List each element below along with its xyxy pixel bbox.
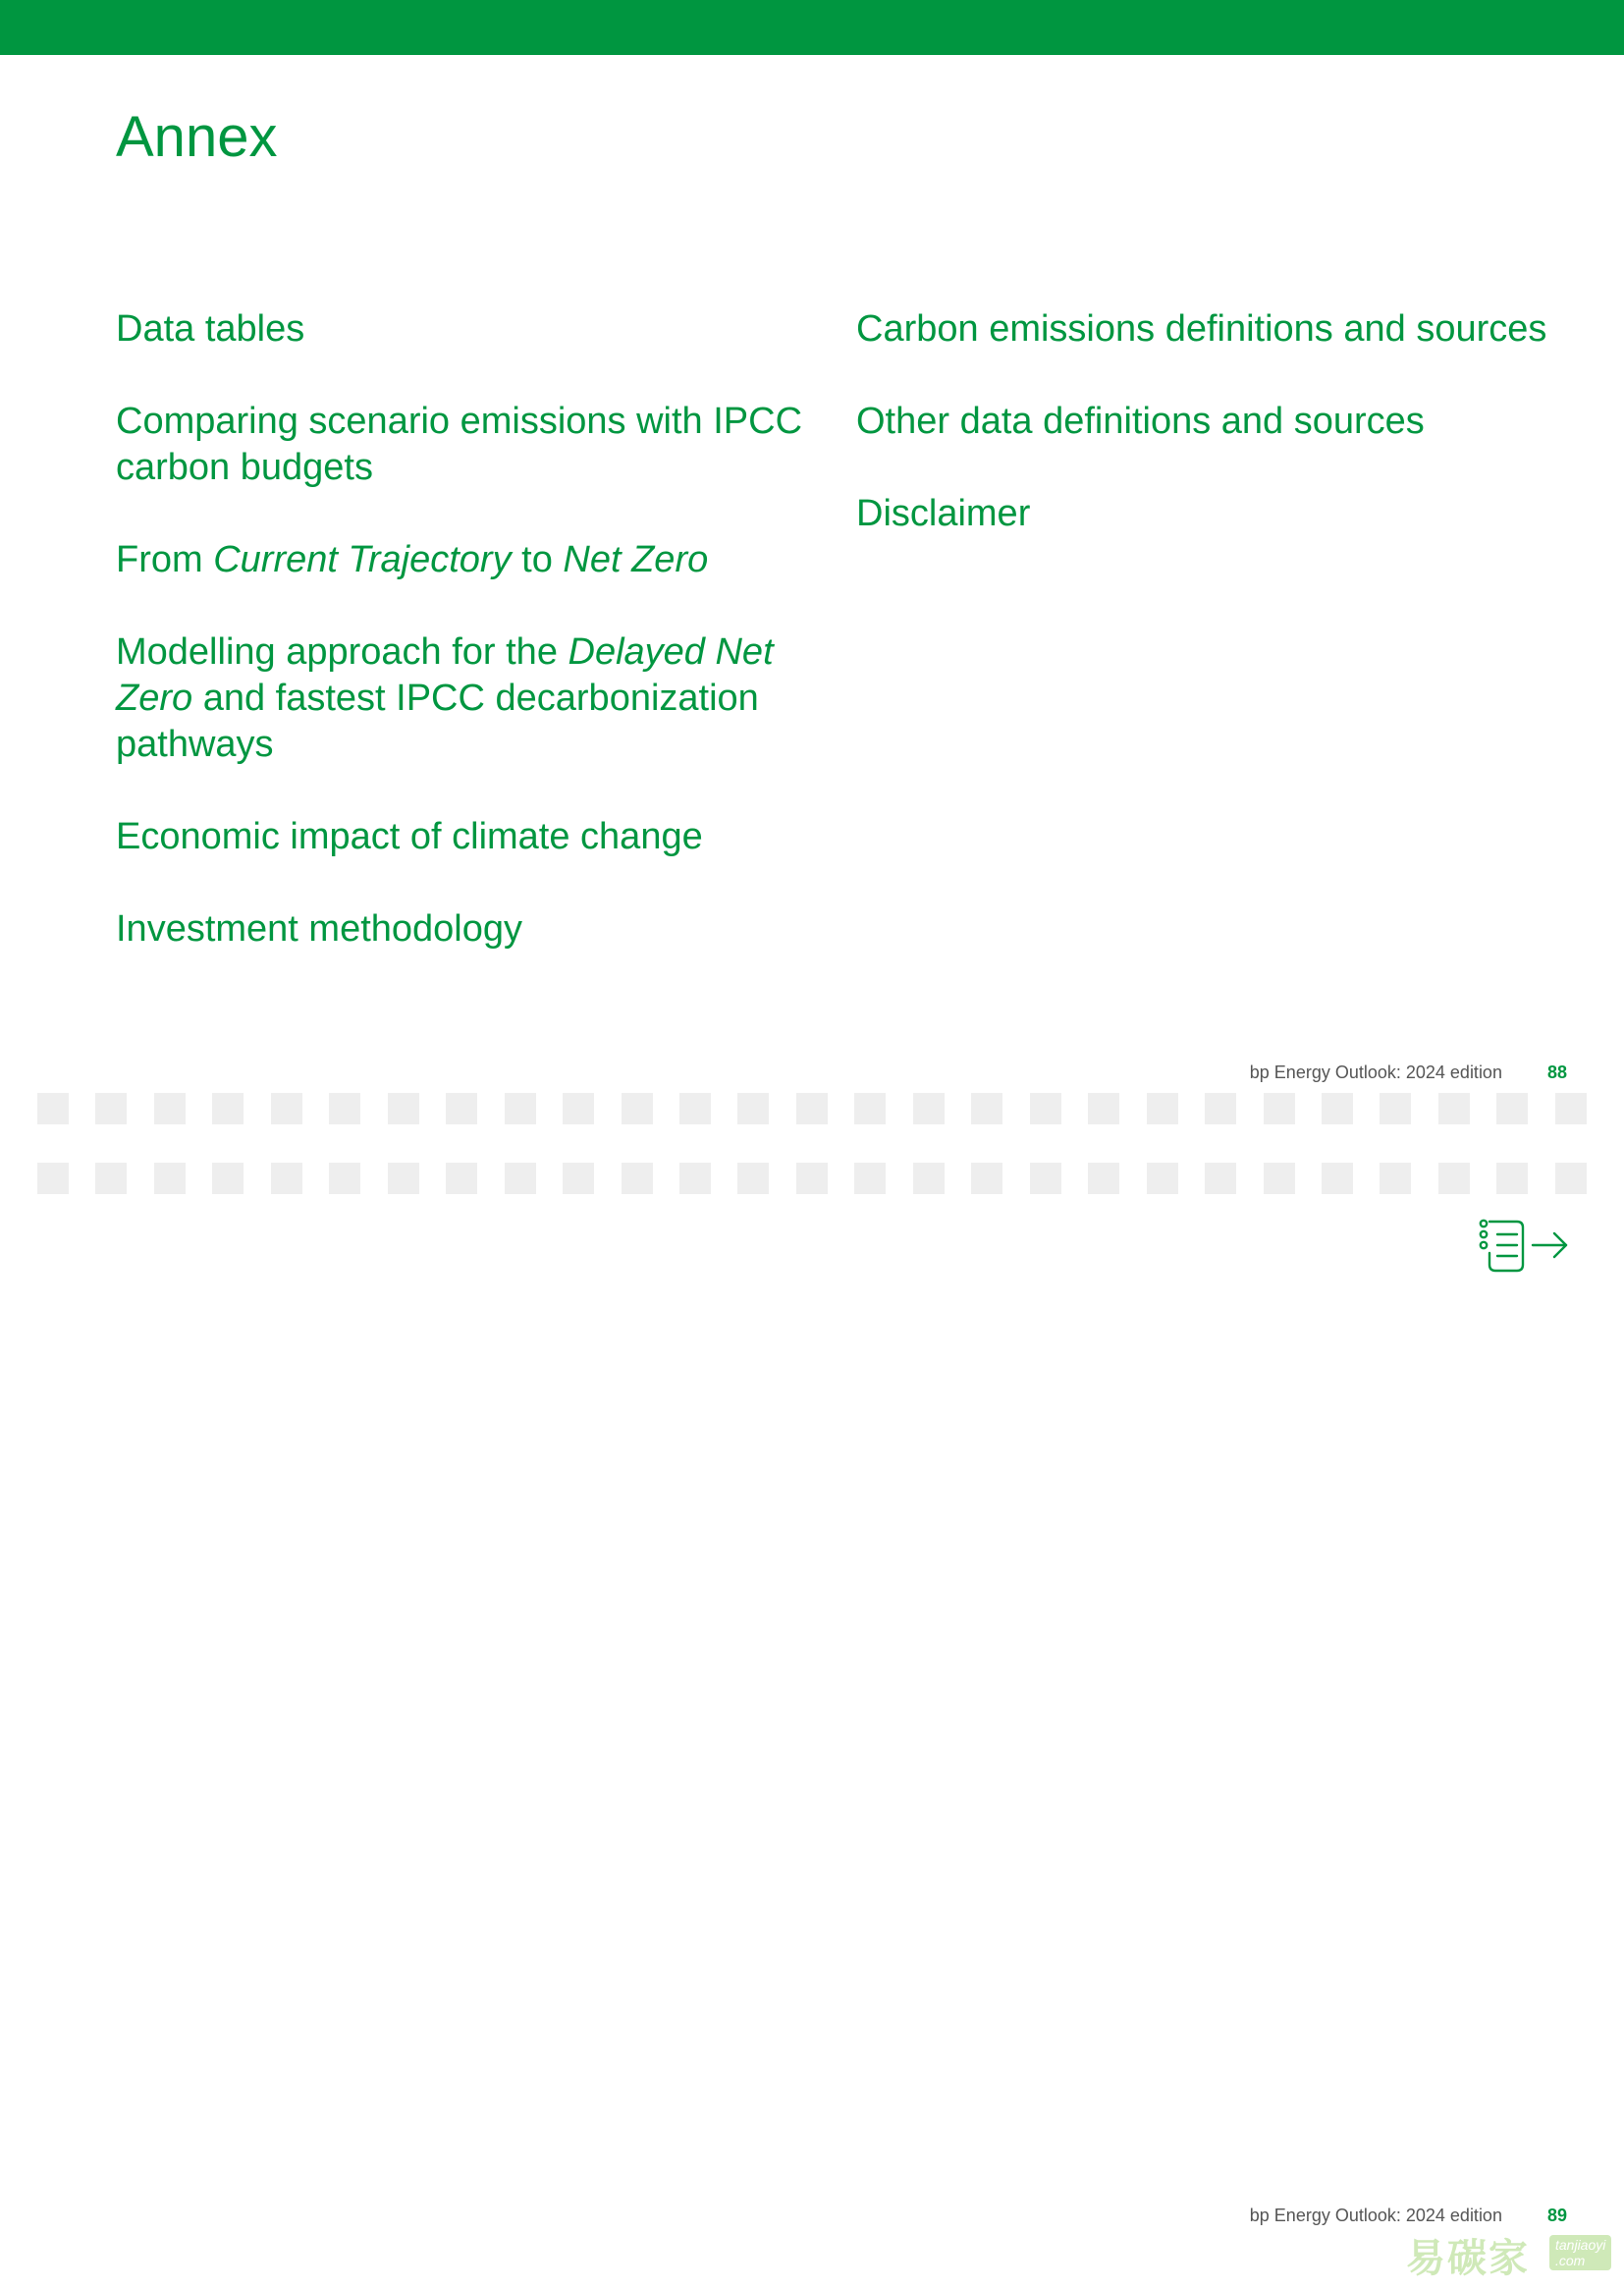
separator-square xyxy=(679,1163,711,1194)
separator-square xyxy=(1322,1163,1353,1194)
annex-link-modelling-approach[interactable] xyxy=(116,629,803,768)
page-footer-89 xyxy=(1250,2206,1567,2226)
separator-square xyxy=(388,1163,419,1194)
annex-links-left-column xyxy=(116,306,803,999)
separator-square xyxy=(1147,1163,1178,1194)
annex-link-comparing-scenario-emissions[interactable] xyxy=(116,399,803,491)
annex-link-from-current-trajectory[interactable] xyxy=(116,537,803,583)
separator-square xyxy=(388,1093,419,1124)
separator-square xyxy=(1030,1093,1061,1124)
annex-link-investment-methodology[interactable] xyxy=(116,906,803,953)
separator-square xyxy=(737,1163,769,1194)
separator-square xyxy=(679,1093,711,1124)
separator-square xyxy=(37,1093,69,1124)
annex-link-other-data-definitions[interactable] xyxy=(856,399,1602,445)
separator-square xyxy=(446,1163,477,1194)
separator-square xyxy=(1555,1163,1587,1194)
separator-square xyxy=(971,1093,1002,1124)
link-text-part: Delayed Net Zero xyxy=(116,631,774,719)
separator-square xyxy=(95,1163,127,1194)
top-brand-bar xyxy=(0,0,1624,55)
link-text-part: From xyxy=(116,539,214,580)
annex-link-carbon-emissions-definitions[interactable] xyxy=(856,306,1602,353)
arrow-right-icon xyxy=(1533,1233,1566,1257)
page-separator-bottom xyxy=(37,1163,1587,1194)
separator-square xyxy=(1088,1163,1119,1194)
annex-link-data-tables[interactable] xyxy=(116,306,803,353)
separator-square xyxy=(1264,1163,1295,1194)
link-text-part: Current Trajectory xyxy=(213,539,512,580)
separator-square xyxy=(622,1093,653,1124)
separator-square xyxy=(1496,1093,1528,1124)
contents-nav-button[interactable] xyxy=(1478,1218,1572,1273)
publication-title: bp Energy Outlook: 2024 edition xyxy=(1249,1063,1502,1082)
separator-square xyxy=(1555,1093,1587,1124)
separator-square xyxy=(1322,1093,1353,1124)
page-footer-88 xyxy=(1250,1063,1567,1083)
link-text-part: Comparing scenario emissions with IPCC carbon budgets xyxy=(116,401,803,488)
separator-square xyxy=(212,1163,244,1194)
separator-square xyxy=(1264,1093,1295,1124)
separator-square xyxy=(913,1163,945,1194)
link-text-part: Carbon emissions definitions and sources xyxy=(856,308,1547,350)
separator-square xyxy=(505,1163,536,1194)
watermark-subtext: tanjiaoyi .com xyxy=(1549,2235,1611,2270)
separator-square xyxy=(854,1093,886,1124)
link-text-part: Other data definitions and sources xyxy=(856,401,1425,442)
link-text-part: Data tables xyxy=(116,308,305,350)
separator-square xyxy=(1496,1163,1528,1194)
page-title: Annex xyxy=(116,105,278,169)
annex-link-economic-impact[interactable] xyxy=(116,814,803,860)
separator-square xyxy=(446,1093,477,1124)
link-text-part: Investment methodology xyxy=(116,908,523,950)
annex-link-disclaimer[interactable] xyxy=(856,491,1602,537)
separator-square xyxy=(1205,1163,1236,1194)
separator-square xyxy=(913,1093,945,1124)
separator-square xyxy=(154,1093,186,1124)
annex-links-right-column xyxy=(856,306,1602,583)
contents-list-icon xyxy=(1478,1218,1572,1273)
link-text-part: Disclaimer xyxy=(856,493,1031,534)
page-separator-top xyxy=(37,1093,1587,1124)
separator-square xyxy=(854,1163,886,1194)
link-text-part: to xyxy=(511,539,564,580)
link-text-part: Net Zero xyxy=(563,539,709,580)
page-number: 88 xyxy=(1546,1063,1567,1082)
separator-square xyxy=(563,1093,594,1124)
separator-square xyxy=(37,1163,69,1194)
separator-square xyxy=(1088,1093,1119,1124)
separator-square xyxy=(1438,1093,1470,1124)
watermark-text: 易碳家 xyxy=(1406,2237,1530,2280)
separator-square xyxy=(329,1093,360,1124)
separator-square xyxy=(1380,1093,1411,1124)
separator-square xyxy=(271,1163,302,1194)
separator-square xyxy=(1030,1163,1061,1194)
separator-square xyxy=(971,1163,1002,1194)
link-text-part: and fastest IPCC decarbonization pathways xyxy=(116,678,759,765)
separator-square xyxy=(505,1093,536,1124)
separator-square xyxy=(622,1163,653,1194)
publication-title: bp Energy Outlook: 2024 edition xyxy=(1249,2206,1502,2225)
separator-square xyxy=(796,1163,828,1194)
separator-square xyxy=(563,1163,594,1194)
separator-square xyxy=(1147,1093,1178,1124)
separator-square xyxy=(212,1093,244,1124)
separator-square xyxy=(154,1163,186,1194)
separator-square xyxy=(1438,1163,1470,1194)
separator-square xyxy=(95,1093,127,1124)
separator-square xyxy=(271,1093,302,1124)
watermark-logo xyxy=(1406,2227,1606,2283)
separator-square xyxy=(329,1163,360,1194)
link-text-part: Modelling approach for the xyxy=(116,631,568,673)
separator-square xyxy=(737,1093,769,1124)
page-number: 89 xyxy=(1546,2206,1567,2225)
separator-square xyxy=(796,1093,828,1124)
separator-square xyxy=(1205,1093,1236,1124)
separator-square xyxy=(1380,1163,1411,1194)
link-text-part: Economic impact of climate change xyxy=(116,816,703,857)
